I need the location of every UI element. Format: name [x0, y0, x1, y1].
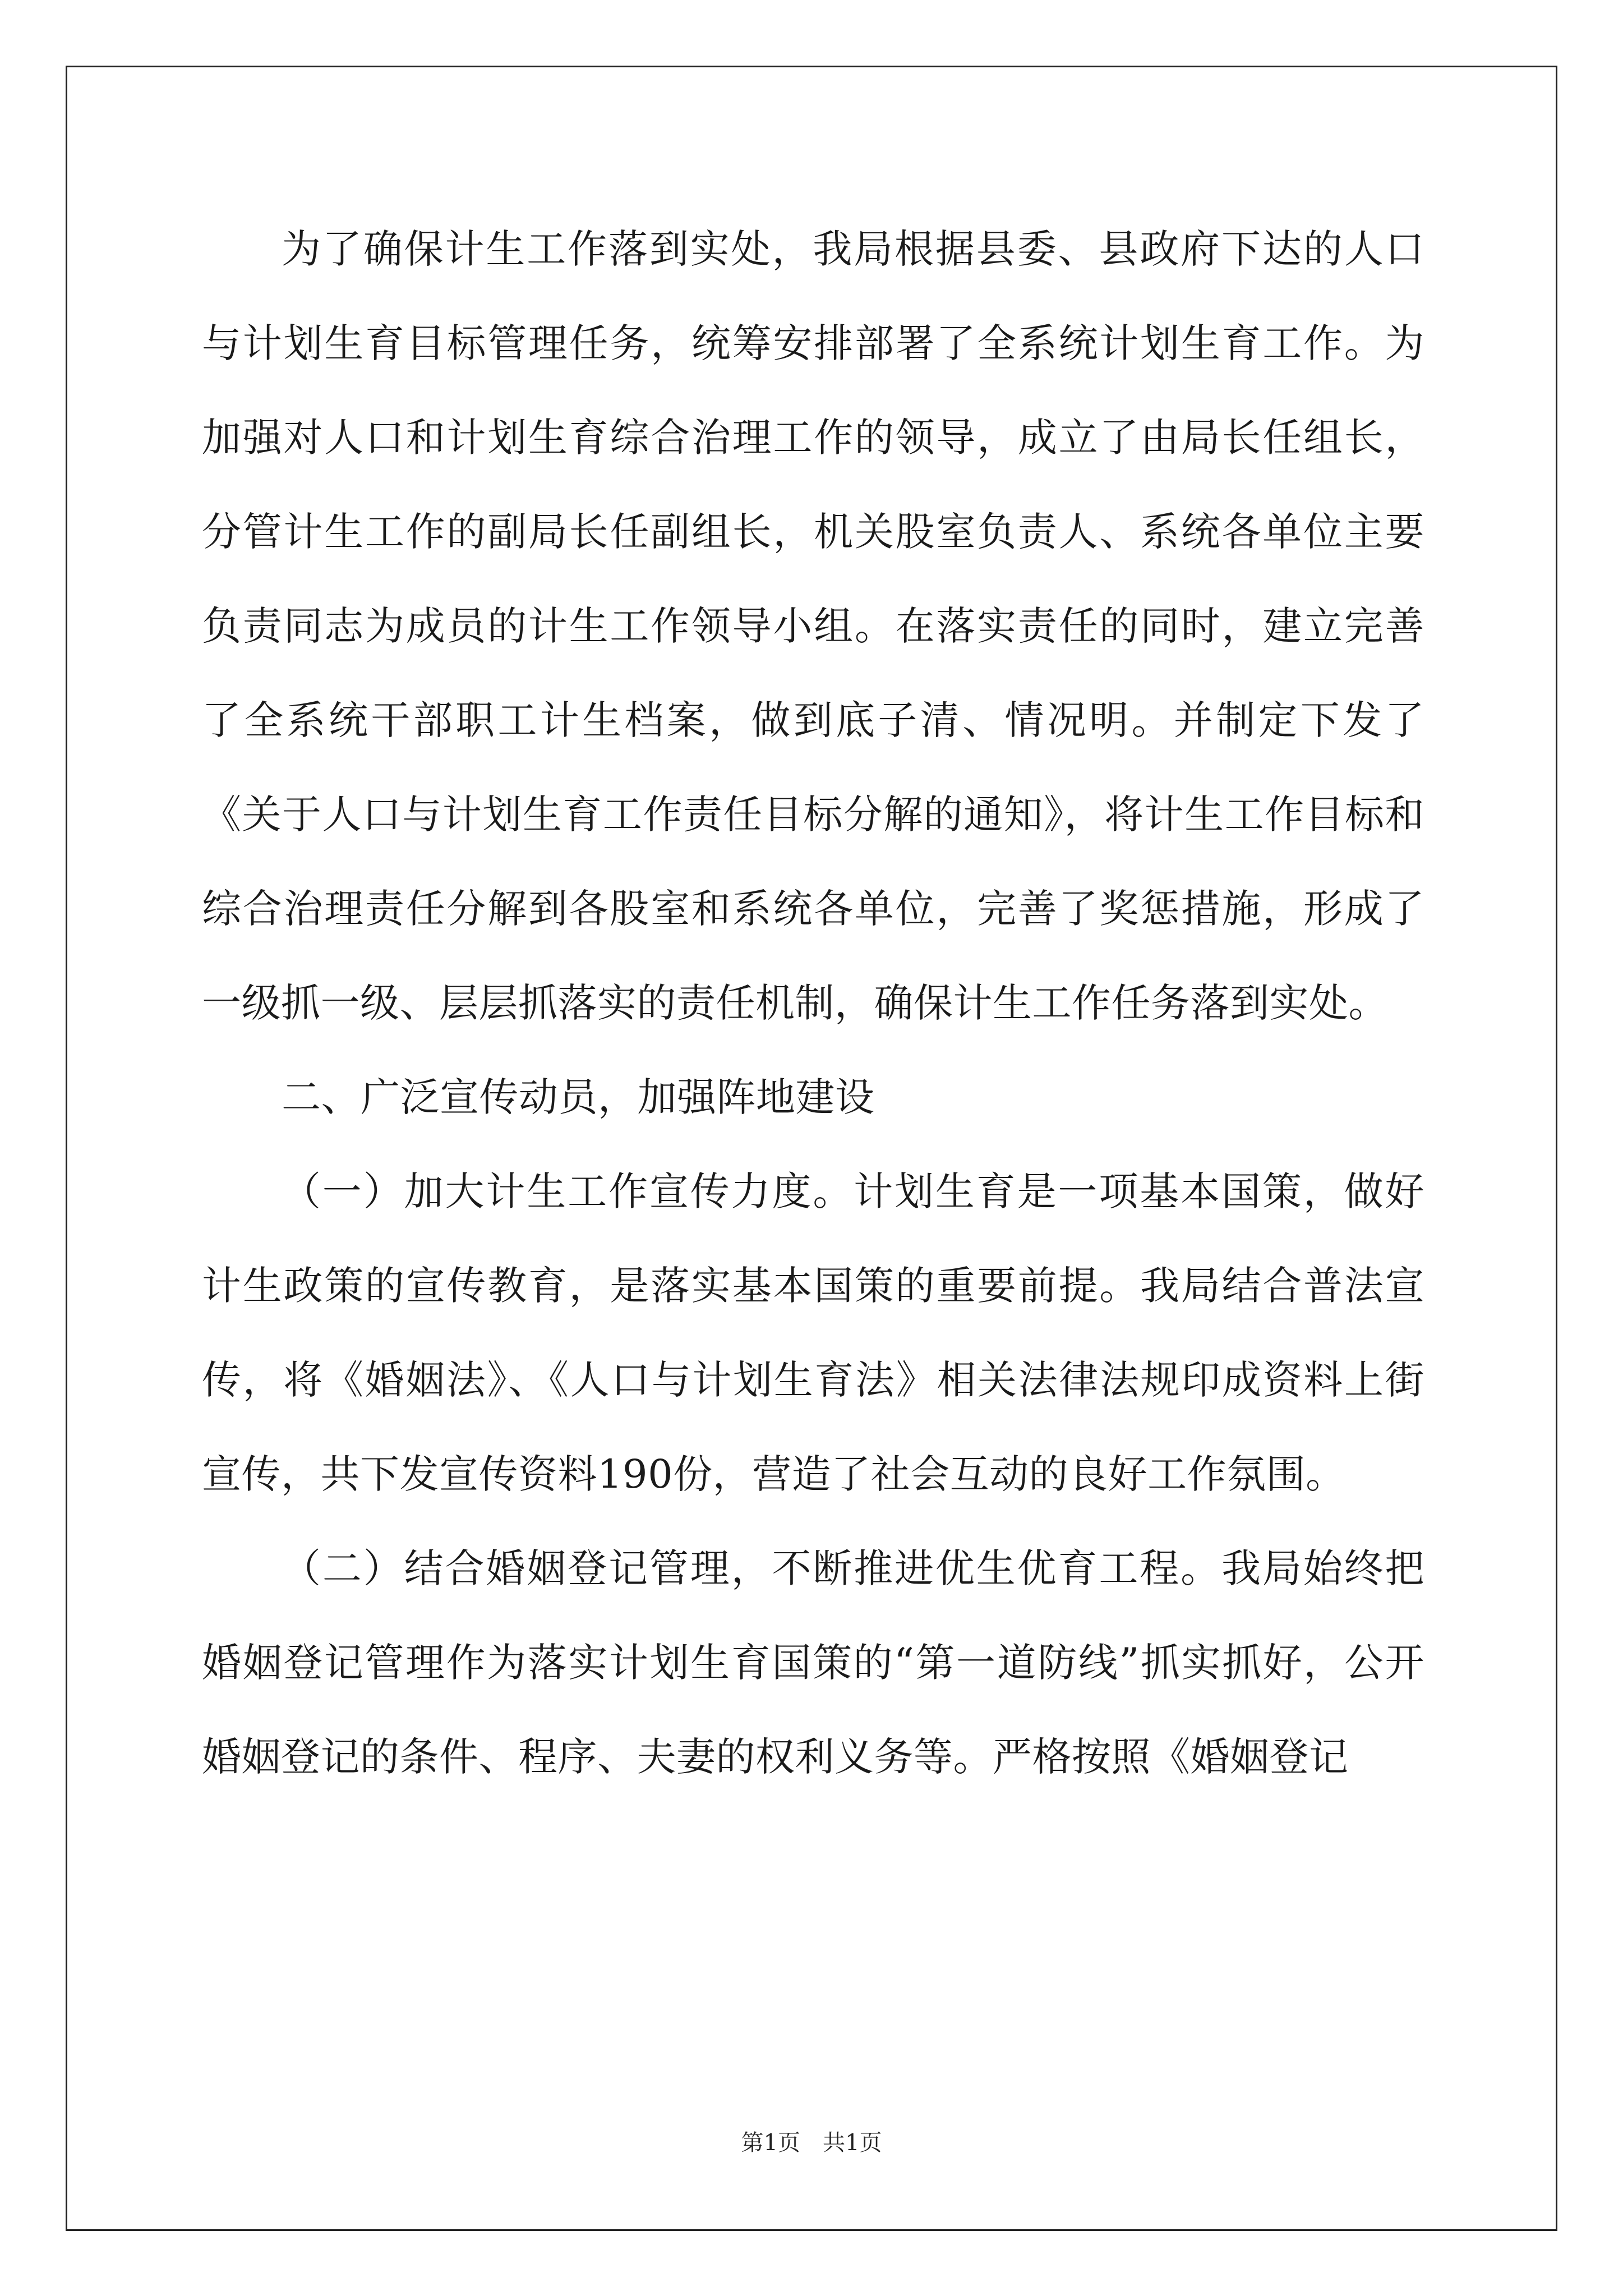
paragraph-responsibility: 为了确保计生工作落到实处，我局根据县委、县政府下达的人口与计划生育目标管理任务，统筹安排部署了全系统计划生育工作。为加强对人口和计划生育综合治理工作的领导，成立了由局长任组长，分管计生工作的副局长任副组长，机关股室负责人、系统各单位主要负责同志为成员的计生工作领导小组。在落实责任的同时，建立完善了全系统干部职工计生档案，做到底子清、情况明。并制定下发了《关于人口与计划生育工作责任目标分解的通知》，将计生工作目标和综合治理责任分解到各股室和系统各单位，完善了奖惩措施，形成了一级抓一级、层层抓落实的责任机制，确保计生工作任务落到实处。: [202, 226, 1424, 1026]
paragraph-publicity-strength: （一）加大计生工作宣传力度。计划生育是一项基本国策，做好计生政策的宣传教育，是落实基本国策的重要前提。我局结合普法宣传，将《婚姻法》、《人口与计划生育法》相关法律法规印成资料上街宣传，共下发宣传资料190份，营造了社会互动的良好工作氛围。: [202, 1168, 1424, 1497]
paragraph-marriage-registration: （二）结合婚姻登记管理，不断推进优生优育工程。我局始终把婚姻登记管理作为落实计划生育国策的“第一道防线”抓实抓好，公开婚姻登记的条件、程序、夫妻的权利义务等。严格按照《婚姻登记: [202, 1545, 1424, 1780]
page-number-current: 第1页: [741, 2130, 800, 2156]
document-body: [202, 202, 1424, 1804]
page-number-total: 共1页: [823, 2130, 882, 2156]
section-heading-publicity: 二、广泛宣传动员，加强阵地建设: [282, 1074, 875, 1120]
page-footer: [0, 2126, 1623, 2160]
